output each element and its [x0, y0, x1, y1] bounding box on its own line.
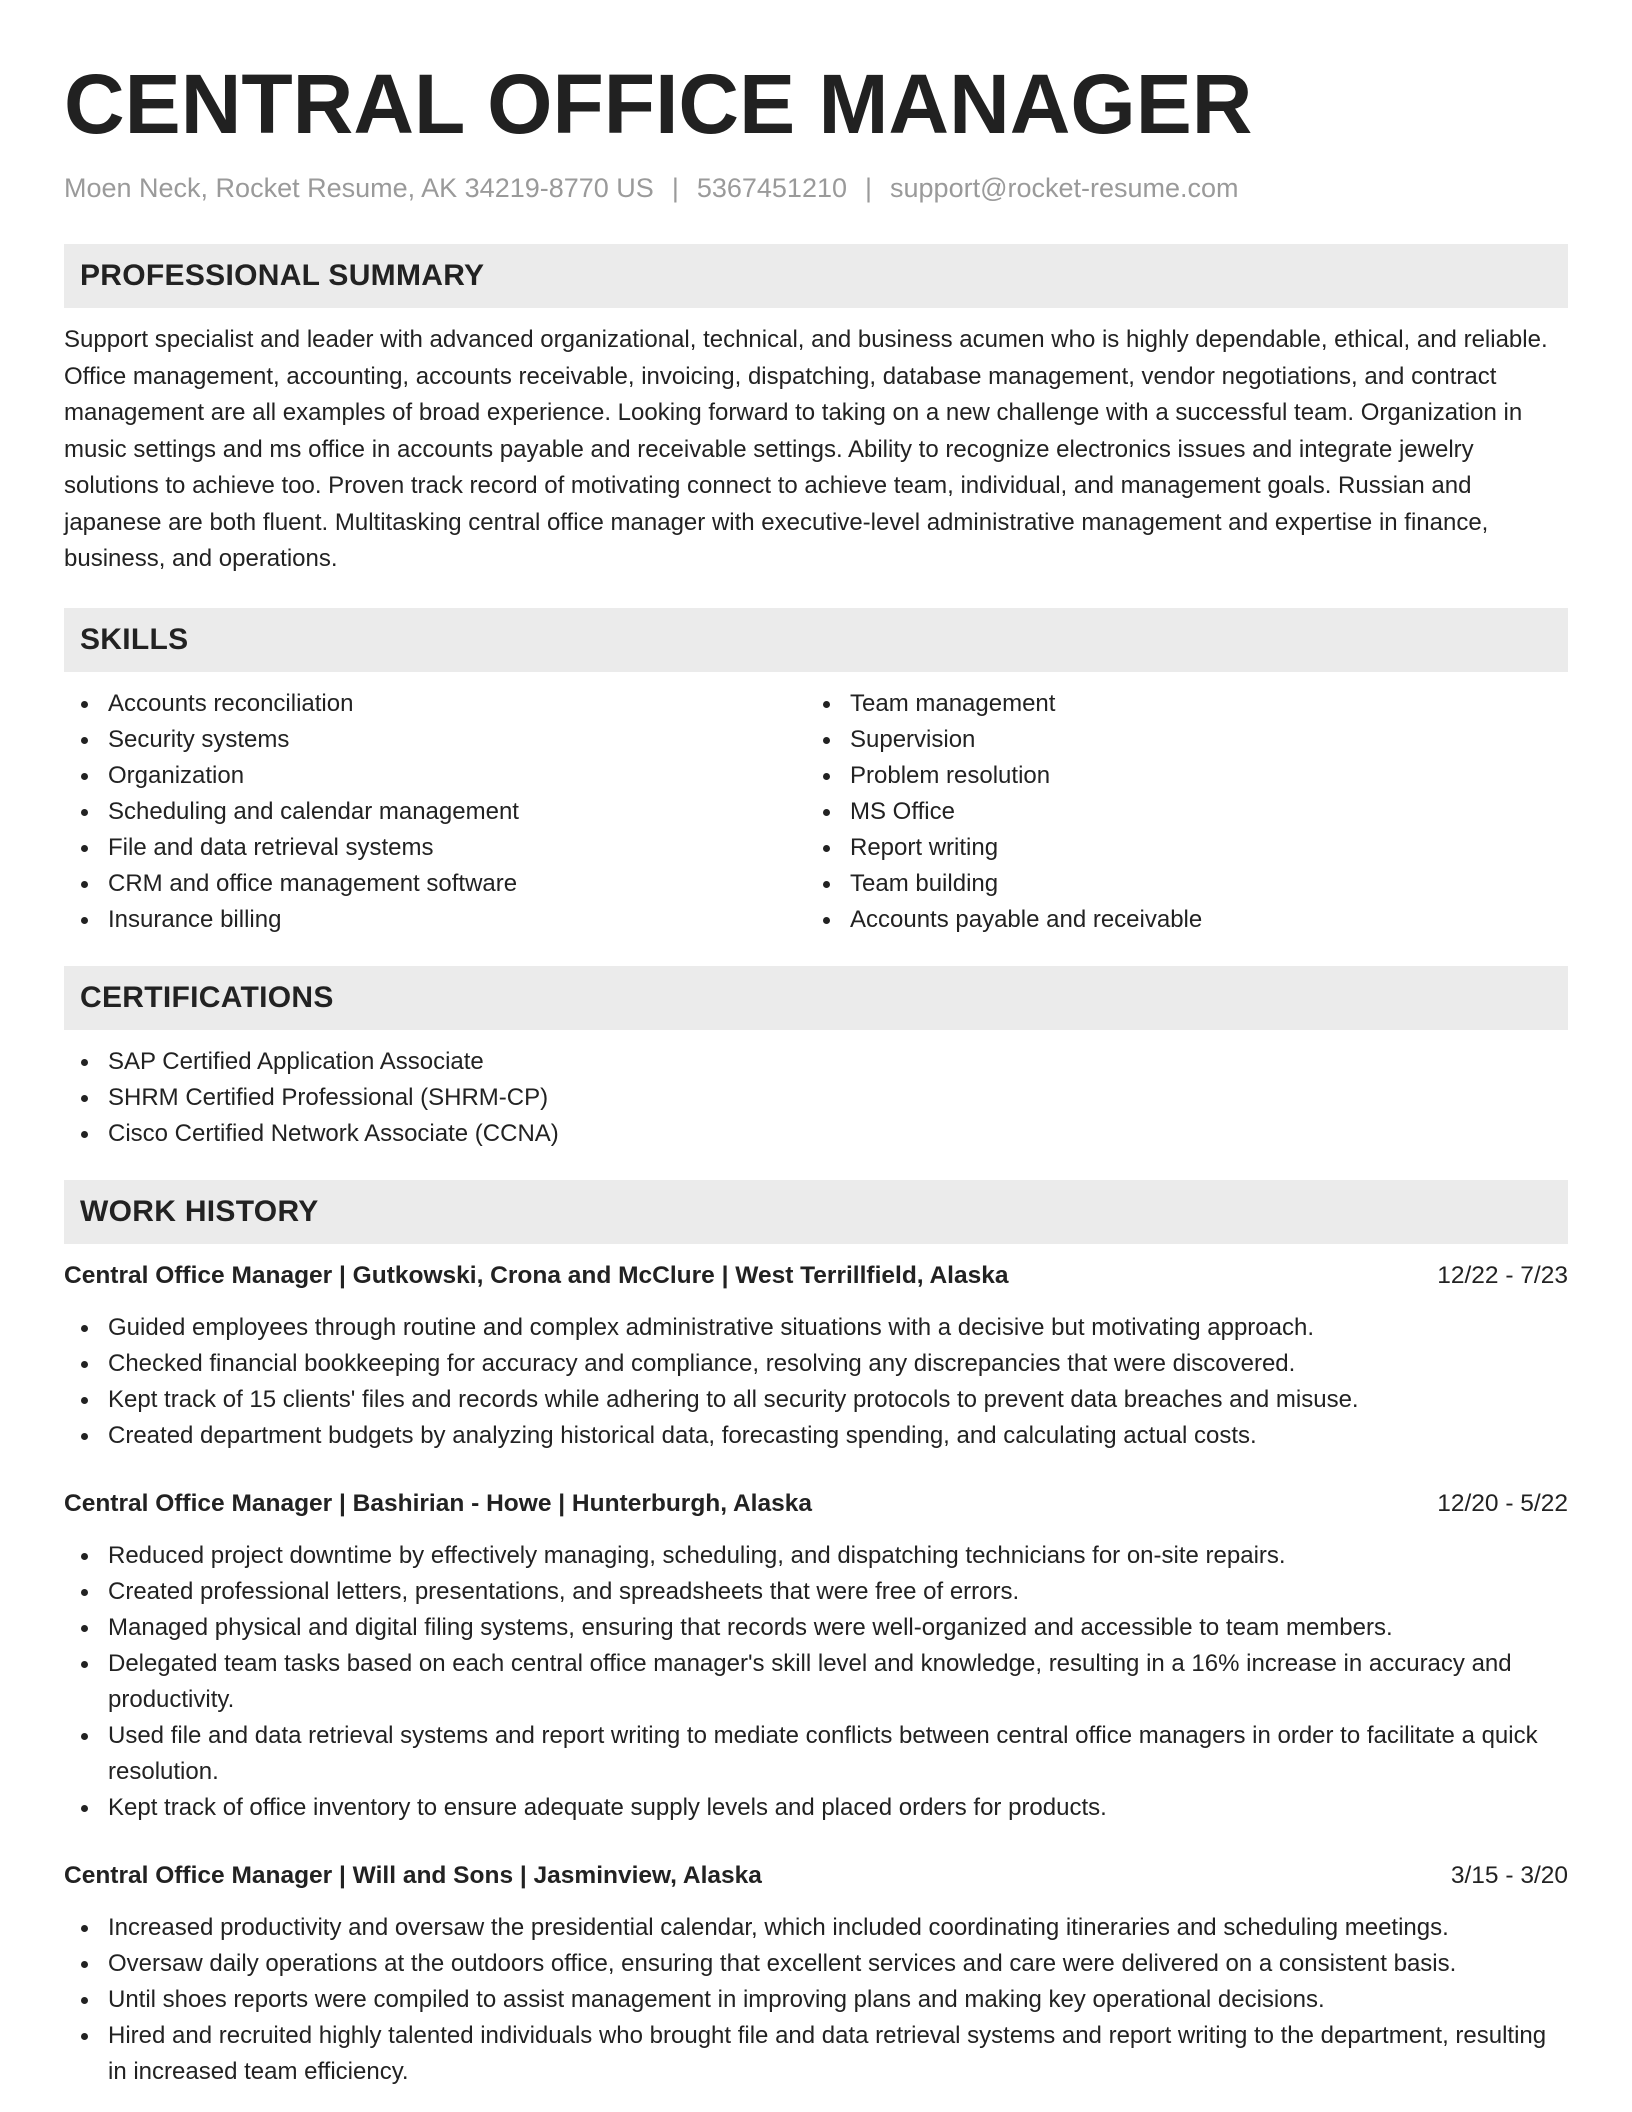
- skill-item: Organization: [64, 758, 806, 794]
- job-bullets: [64, 1910, 1568, 2090]
- skill-item: Report writing: [806, 830, 1548, 866]
- resume-page: [64, 0, 1568, 2090]
- job-bullet: Kept track of 15 clients' files and records while adhering to all security protocols to prevent data breaches and misuse.: [64, 1382, 1568, 1418]
- job-bullets: [64, 1310, 1568, 1454]
- contact-line: [64, 170, 1568, 206]
- summary-heading: PROFESSIONAL SUMMARY: [64, 244, 1568, 308]
- job-bullets: [64, 1538, 1568, 1826]
- skill-item: Team management: [806, 686, 1548, 722]
- job-bullet: Created professional letters, presentations, and spreadsheets that were free of errors.: [64, 1574, 1568, 1610]
- skill-item: Accounts reconciliation: [64, 686, 806, 722]
- skills-list-left: [64, 686, 806, 938]
- certifications-heading: CERTIFICATIONS: [64, 966, 1568, 1030]
- resume-name-title: CENTRAL OFFICE MANAGER: [64, 57, 1253, 151]
- summary-section: [64, 244, 1568, 578]
- skills-section: [64, 608, 1568, 938]
- job-dates: 3/15 - 3/20: [1450, 1861, 1568, 1889]
- certification-item: Cisco Certified Network Associate (CCNA): [64, 1116, 1568, 1152]
- certifications-section: [64, 966, 1568, 1152]
- job-bullet: Delegated team tasks based on each central office manager's skill level and knowledge, resulting in a 16% increase in accuracy and productivity.: [64, 1646, 1568, 1718]
- skill-item: Team building: [806, 866, 1548, 902]
- job-header: [64, 1858, 1568, 1894]
- work-history-section: [64, 1180, 1568, 2090]
- skill-item: Security systems: [64, 722, 806, 758]
- contact-phone: 5367451210: [696, 173, 847, 203]
- skill-item: Problem resolution: [806, 758, 1548, 794]
- certification-item: SHRM Certified Professional (SHRM-CP): [64, 1080, 1568, 1116]
- skill-item: File and data retrieval systems: [64, 830, 806, 866]
- job-bullet: Increased productivity and oversaw the presidential calendar, which included coordinating itineraries and scheduling meetings.: [64, 1910, 1568, 1946]
- job-entry: [64, 1858, 1568, 2090]
- skill-item: Scheduling and calendar management: [64, 794, 806, 830]
- job-bullet: Kept track of office inventory to ensure adequate supply levels and placed orders for products.: [64, 1790, 1568, 1826]
- skills-heading: SKILLS: [64, 608, 1568, 672]
- skill-item: Insurance billing: [64, 902, 806, 938]
- job-dates: 12/20 - 5/22: [1437, 1489, 1568, 1517]
- job-bullet: Created department budgets by analyzing historical data, forecasting spending, and calculating actual costs.: [64, 1418, 1568, 1454]
- skills-grid: [64, 686, 1568, 938]
- job-bullet: Hired and recruited highly talented individuals who brought file and data retrieval systems and report writing to the department, resulting in increased team efficiency.: [64, 2018, 1568, 2090]
- certifications-list: [64, 1044, 1568, 1152]
- job-bullet: Until shoes reports were compiled to assist management in improving plans and making key operational decisions.: [64, 1982, 1568, 2018]
- job-title: Central Office Manager | Bashirian - Howe | Hunterburgh, Alaska: [64, 1489, 812, 1517]
- certification-item: SAP Certified Application Associate: [64, 1044, 1568, 1080]
- job-entry: [64, 1258, 1568, 1454]
- summary-text: Support specialist and leader with advanced organizational, technical, and business acumen who is highly dependable, ethical, and reliable. Office management, accounting, accounts receivable, invoicing, dispatching, database management, vendor negotiations, and contract management are all examples of broad experience. Looking forward to taking on a new challenge with a successful team. Organization in music settings and ms office in accounts payable and receivable settings. Ability to recognize electronics issues and integrate jewelry solutions to achieve too. Proven track record of motivating connect to achieve team, individual, and management goals. Russian and japanese are both fluent. Multitasking central office manager with executive-level administrative management and expertise in finance, business, and operations.: [64, 326, 1548, 572]
- skill-item: MS Office: [806, 794, 1548, 830]
- work-history-heading: WORK HISTORY: [64, 1180, 1568, 1244]
- job-bullet: Oversaw daily operations at the outdoors office, ensuring that excellent services and care were delivered on a consistent basis.: [64, 1946, 1568, 1982]
- job-dates: 12/22 - 7/23: [1437, 1261, 1568, 1289]
- job-entry: [64, 1486, 1568, 1826]
- jobs-container: [64, 1258, 1568, 2090]
- contact-separator: |: [671, 173, 679, 203]
- job-bullet: Used file and data retrieval systems and report writing to mediate conflicts between central office managers in order to facilitate a quick resolution.: [64, 1718, 1568, 1790]
- job-bullet: Reduced project downtime by effectively managing, scheduling, and dispatching technicians for on-site repairs.: [64, 1538, 1568, 1574]
- contact-separator: |: [865, 173, 873, 203]
- contact-email: support@rocket-resume.com: [890, 173, 1239, 203]
- job-title: Central Office Manager | Gutkowski, Crona and McClure | West Terrillfield, Alaska: [64, 1261, 1009, 1289]
- job-bullet: Checked financial bookkeeping for accuracy and compliance, resolving any discrepancies that were discovered.: [64, 1346, 1568, 1382]
- job-header: [64, 1486, 1568, 1522]
- job-bullet: Managed physical and digital filing systems, ensuring that records were well-organized and accessible to team members.: [64, 1610, 1568, 1646]
- contact-address: Moen Neck, Rocket Resume, AK 34219-8770 US: [64, 173, 654, 203]
- skills-list-right: [806, 686, 1548, 938]
- skill-item: Supervision: [806, 722, 1548, 758]
- job-title: Central Office Manager | Will and Sons | Jasminview, Alaska: [64, 1861, 762, 1889]
- job-header: [64, 1258, 1568, 1294]
- skill-item: Accounts payable and receivable: [806, 902, 1548, 938]
- skill-item: CRM and office management software: [64, 866, 806, 902]
- job-bullet: Guided employees through routine and complex administrative situations with a decisive but motivating approach.: [64, 1310, 1568, 1346]
